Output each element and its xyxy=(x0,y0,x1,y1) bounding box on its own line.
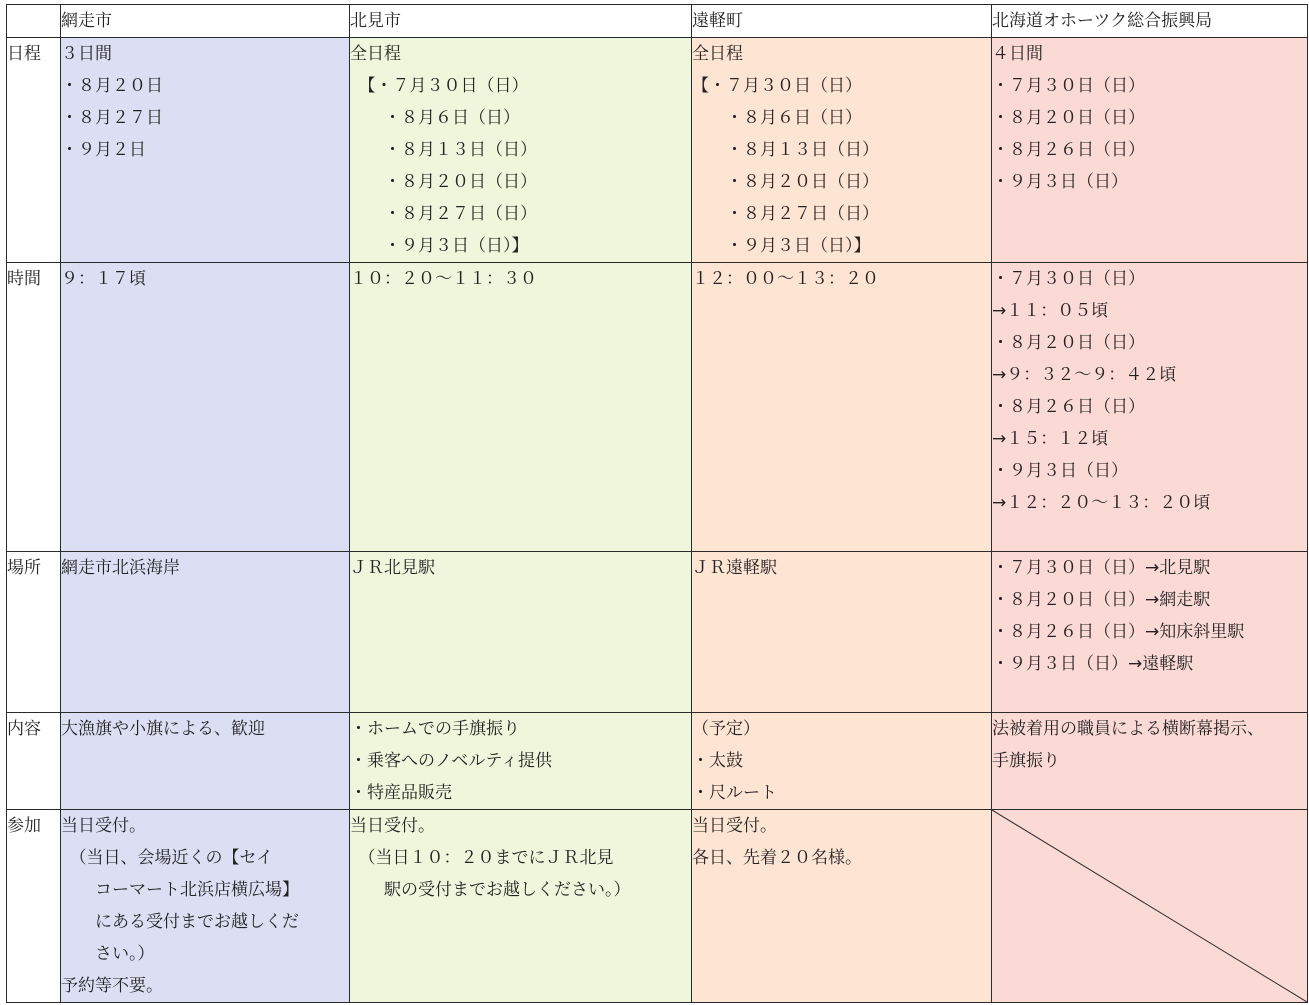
cell-line: 当日受付。 xyxy=(692,816,777,836)
row-label-time: 時間 xyxy=(7,263,61,552)
content-abashiri: 大漁旗や小旗による、歓迎 xyxy=(61,713,350,810)
cell-line: ・太鼓 xyxy=(692,751,743,771)
cell-line: 当日受付。 xyxy=(350,816,435,836)
time-kitami: １０：２０～１１：３０ xyxy=(350,263,692,552)
schedule-okhotsk xyxy=(992,38,1308,263)
cell-line: 全日程 xyxy=(350,44,401,64)
content-engaru xyxy=(692,713,992,810)
cell-line: ・尺ルート xyxy=(692,783,777,803)
content-okhotsk xyxy=(992,713,1308,810)
cell-line: （当日、会場近くの【セイ xyxy=(61,848,273,868)
schedule-engaru xyxy=(692,38,992,263)
cell-line: ・８月２７日 xyxy=(61,108,163,128)
cell-line: ・８月１３日（日） xyxy=(350,140,537,160)
cell-line: →１１：０５頃 xyxy=(992,301,1109,321)
cell-line: 法被着用の職員による横断幕掲示、 xyxy=(992,719,1264,739)
header-abashiri: 網走市 xyxy=(61,5,350,38)
cell-line: ・８月２７日（日） xyxy=(350,204,537,224)
cell-line: ・９月３日（日） xyxy=(992,172,1128,192)
row-join xyxy=(7,810,1308,1003)
cell-line: ・９月２日 xyxy=(61,140,146,160)
schedule-kitami xyxy=(350,38,692,263)
cell-line: ・８月２０日（日） xyxy=(992,333,1145,353)
cell-line: ・８月２０日（日）→網走駅 xyxy=(992,590,1211,610)
place-kitami: ＪＲ北見駅 xyxy=(350,552,692,713)
schedule-abashiri xyxy=(61,38,350,263)
cell-line: 当日受付。 xyxy=(61,816,146,836)
time-okhotsk xyxy=(992,263,1308,552)
cell-line: →９：３２～９：４２頃 xyxy=(992,365,1177,385)
cell-line: ・８月２０日（日） xyxy=(350,172,537,192)
time-abashiri: ９：１７頃 xyxy=(61,263,350,552)
schedule-table xyxy=(6,4,1308,1003)
cell-line: コーマート北浜店横広場】 xyxy=(61,880,299,900)
join-okhotsk-empty xyxy=(992,810,1308,1003)
time-engaru: １２：００～１３：２０ xyxy=(692,263,992,552)
cell-line: （予定） xyxy=(692,719,760,739)
cell-line: （当日１０：２０までにＪＲ北見 xyxy=(350,848,614,868)
cell-line: ・８月２６日（日） xyxy=(992,397,1145,417)
cell-line: →１５：１２頃 xyxy=(992,429,1109,449)
content-kitami xyxy=(350,713,692,810)
cell-line: ・９月３日（日）】 xyxy=(350,236,529,256)
cell-line: ３日間 xyxy=(61,44,112,64)
corner-cell xyxy=(7,5,61,38)
row-label-schedule: 日程 xyxy=(7,38,61,263)
join-abashiri xyxy=(61,810,350,1003)
cell-line: ・８月２０日（日） xyxy=(992,108,1145,128)
cell-line: ・８月２７日（日） xyxy=(692,204,879,224)
row-place xyxy=(7,552,1308,713)
cell-line: ・９月３日（日） xyxy=(992,461,1128,481)
cell-line: ・ホームでの手旗振り xyxy=(350,719,520,739)
cell-line: ・８月１３日（日） xyxy=(692,140,879,160)
cell-line: ・７月３０日（日） xyxy=(992,269,1145,289)
cell-line: ・８月２０日（日） xyxy=(692,172,879,192)
row-schedule xyxy=(7,38,1308,263)
cell-line: ４日間 xyxy=(992,44,1043,64)
row-time xyxy=(7,263,1308,552)
cell-line: ・特産品販売 xyxy=(350,783,452,803)
header-row xyxy=(7,5,1308,38)
place-engaru: ＪＲ遠軽駅 xyxy=(692,552,992,713)
header-okhotsk: 北海道オホーツク総合振興局 xyxy=(992,5,1308,38)
cell-line: 予約等不要。 xyxy=(61,976,163,996)
cell-line: ・８月２６日（日）→知床斜里駅 xyxy=(992,622,1245,642)
cell-line: ・８月６日（日） xyxy=(692,108,862,128)
cell-line: ・７月３０日（日） xyxy=(992,76,1145,96)
row-content xyxy=(7,713,1308,810)
join-engaru xyxy=(692,810,992,1003)
cell-line: ・８月２６日（日） xyxy=(992,140,1145,160)
cell-line: →１２：２０～１３：２０頃 xyxy=(992,493,1211,513)
cell-line: 【・７月３０日（日） xyxy=(350,76,529,96)
header-engaru: 遠軽町 xyxy=(692,5,992,38)
cell-line: 手旗振り xyxy=(992,751,1060,771)
cell-line: ・７月３０日（日）→北見駅 xyxy=(992,558,1211,578)
cell-line: ・乗客へのノベルティ提供 xyxy=(350,751,552,771)
place-abashiri: 網走市北浜海岸 xyxy=(61,552,350,713)
header-kitami: 北見市 xyxy=(350,5,692,38)
cell-line: 駅の受付までお越しください。） xyxy=(350,880,631,900)
cell-line: ・８月６日（日） xyxy=(350,108,520,128)
row-label-join: 参加 xyxy=(7,810,61,1003)
cell-line: にある受付までお越しくだ xyxy=(61,912,299,932)
join-kitami xyxy=(350,810,692,1003)
cell-line: ・９月３日（日）→遠軽駅 xyxy=(992,654,1194,674)
cell-line: 各日、先着２０名様。 xyxy=(692,848,862,868)
cell-line: ・８月２０日 xyxy=(61,76,163,96)
cell-line: さい。） xyxy=(61,944,155,964)
place-okhotsk xyxy=(992,552,1308,713)
row-label-place: 場所 xyxy=(7,552,61,713)
row-label-content: 内容 xyxy=(7,713,61,810)
cell-line: 全日程 xyxy=(692,44,743,64)
cell-line: 【・７月３０日（日） xyxy=(692,76,862,96)
diagonal-slash xyxy=(992,810,1307,1002)
cell-line: ・９月３日（日）】 xyxy=(692,236,871,256)
